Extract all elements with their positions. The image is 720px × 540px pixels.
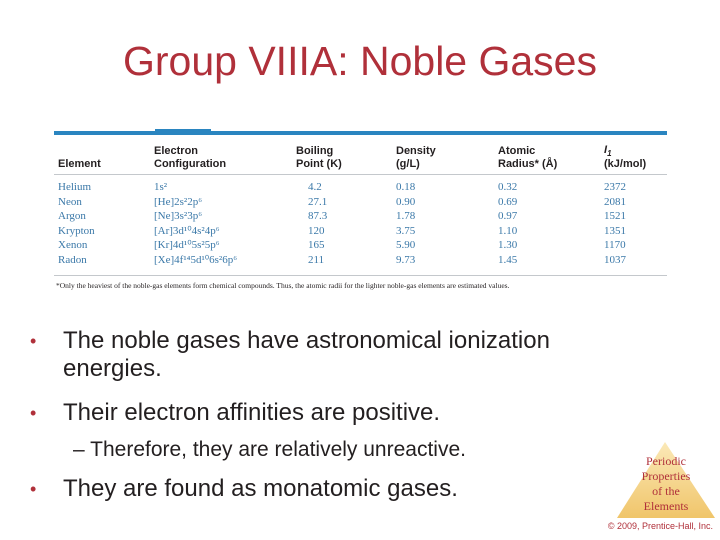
cell-element: Neon — [58, 195, 82, 208]
cell-density: 9.73 — [396, 253, 416, 266]
table-footnote: *Only the heaviest of the noble-gas elements form chemical compounds. Thus, the atomic radii for the lighter noble-gas elements are estimated values. — [56, 281, 510, 290]
header-radius: Atomic Radius* (Å) — [498, 145, 558, 170]
bullet-text: The noble gases have astronomical ionization — [63, 327, 550, 354]
bullet-text-continued: energies. — [63, 355, 162, 382]
cell-boiling: 4.2 — [308, 181, 322, 193]
cell-config: [Xe]4f¹⁴5d¹⁰6s²6p⁶ — [154, 253, 238, 266]
header-boiling: Boiling Point (K) — [296, 145, 342, 170]
sub-bullet-unreactive: – Therefore, they are relatively unreactive. — [73, 438, 466, 461]
cell-radius: 0.32 — [498, 181, 518, 193]
cell-boiling: 87.3 — [308, 210, 328, 222]
cell-ionization: 1170 — [604, 239, 626, 251]
cell-density: 0.18 — [396, 181, 416, 193]
cell-boiling: 165 — [308, 239, 325, 251]
cell-boiling: 120 — [308, 224, 325, 237]
cell-ionization: 2081 — [604, 195, 626, 208]
cell-radius: 0.97 — [498, 210, 518, 222]
cell-density: 5.90 — [396, 239, 416, 251]
cell-config: [He]2s²2p⁶ — [154, 195, 203, 208]
badge-line: Periodic — [646, 454, 686, 468]
header-element: Element — [58, 158, 101, 170]
bullet-marker: • — [30, 403, 37, 423]
bullet-marker: • — [30, 479, 37, 499]
badge-line: of the — [652, 484, 680, 498]
cell-radius: 1.10 — [498, 224, 518, 237]
cell-element: Argon — [58, 210, 86, 222]
badge-text[interactable] — [628, 454, 704, 514]
cell-element: Helium — [58, 181, 91, 193]
header-ionization: (kJ/mol) — [604, 158, 647, 170]
cell-config: [Ne]3s²3p⁶ — [154, 210, 203, 222]
cell-boiling: 211 — [308, 253, 325, 266]
cell-ionization: 2372 — [604, 181, 626, 193]
cell-config: [Ar]3d¹⁰4s²4p⁶ — [154, 224, 220, 237]
cell-density: 0.90 — [396, 195, 416, 208]
cell-element: Krypton — [58, 224, 95, 237]
cell-config: 1s² — [154, 181, 168, 193]
cell-radius: 0.69 — [498, 195, 518, 208]
cell-ionization: 1037 — [604, 253, 626, 266]
copyright-notice: © 2009, Prentice-Hall, Inc. — [607, 521, 713, 531]
bullet-text: Their electron affinities are positive. — [63, 399, 441, 426]
header-config: Electron Configuration — [154, 145, 227, 170]
cell-ionization: 1521 — [604, 210, 626, 222]
slide-title: Group VIIIA: Noble Gases — [122, 38, 597, 84]
cell-density: 3.75 — [396, 224, 416, 237]
cell-density: 1.78 — [396, 210, 416, 222]
badge-line: Properties — [641, 469, 691, 483]
header-ionization-symbol: $I_1$ — [604, 144, 612, 159]
cell-boiling: 27.1 — [308, 195, 328, 208]
cell-ionization: 1351 — [604, 224, 626, 237]
cell-element: Xenon — [58, 239, 88, 251]
badge-line: Elements — [643, 499, 689, 513]
bullet-marker: • — [30, 331, 37, 351]
cell-radius: 1.45 — [498, 253, 518, 266]
cell-radius: 1.30 — [498, 239, 518, 251]
bullet-text: They are found as monatomic gases. — [63, 475, 458, 502]
cell-element: Radon — [58, 253, 87, 266]
cell-config: [Kr]4d¹⁰5s²5p⁶ — [154, 239, 220, 251]
header-density: Density (g/L) — [396, 145, 436, 170]
